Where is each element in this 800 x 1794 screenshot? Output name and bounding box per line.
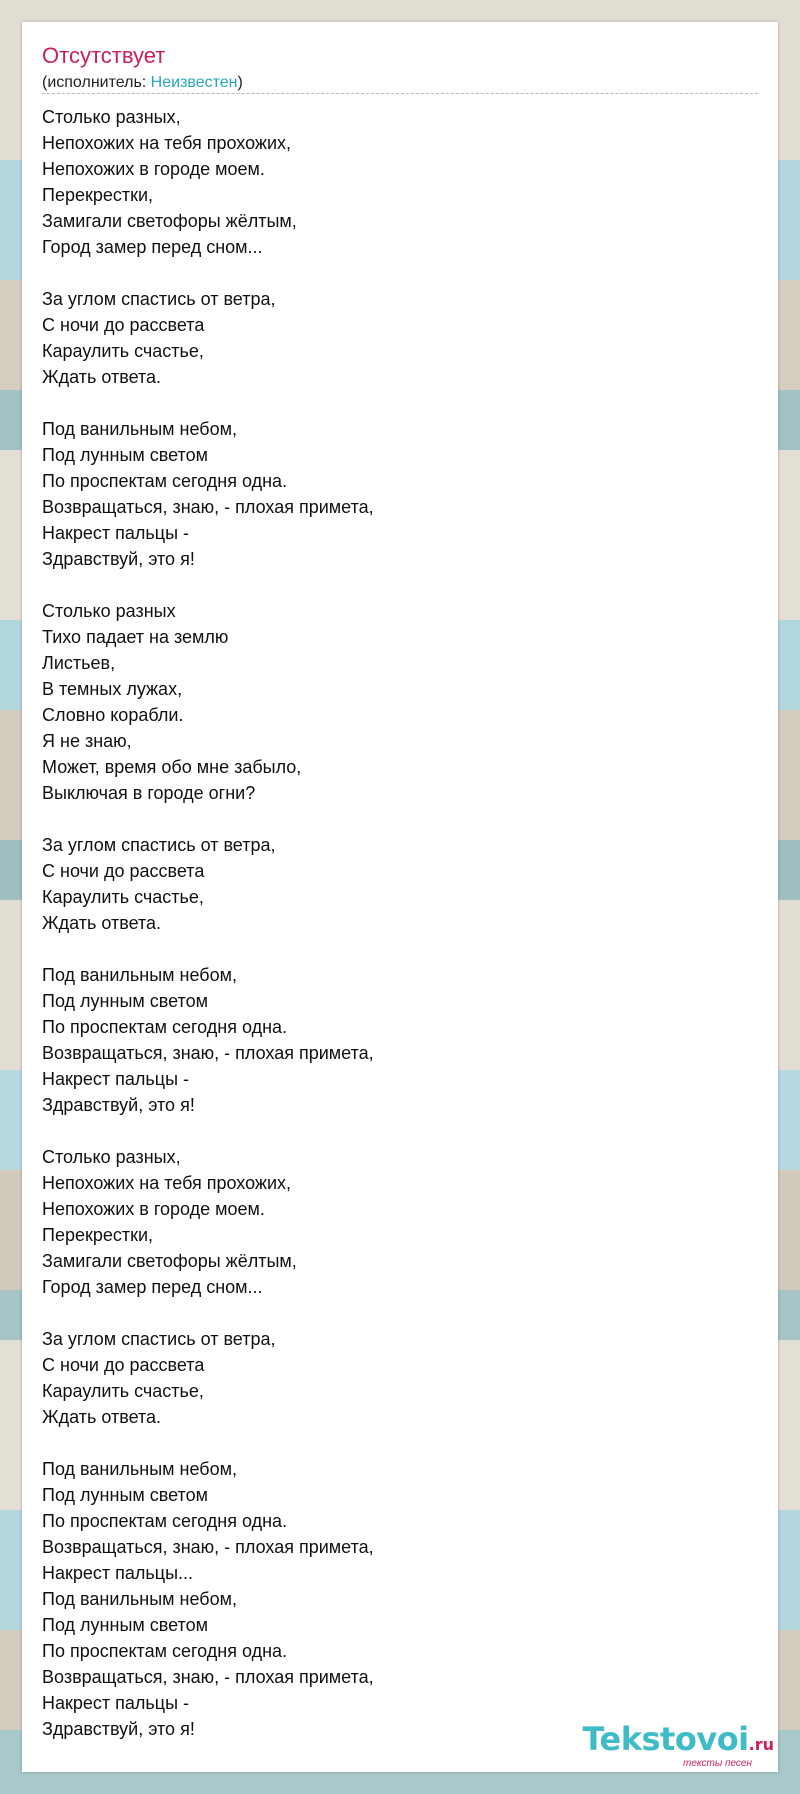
performer-line — [42, 73, 243, 93]
stanza-break — [42, 936, 762, 962]
performer-link[interactable]: Неизвестен — [150, 74, 238, 91]
logo-tagline: тексты песен — [683, 1758, 752, 1769]
lyric-line: Под лунным светом — [42, 1615, 208, 1635]
lyric-line: За углом спастись от ветра, — [42, 1329, 276, 1349]
lyric-line: Возвращаться, знаю, - плохая примета, — [42, 1667, 374, 1687]
lyric-line: Накрест пальцы... — [42, 1563, 194, 1583]
lyric-line: Непохожих в городе моем. — [42, 159, 265, 179]
lyric-line: Замигали светофоры жёлтым, — [42, 1251, 297, 1271]
lyric-line: Здравствуй, это я! — [42, 1095, 195, 1115]
lyric-line: Накрест пальцы - — [42, 1069, 190, 1089]
stanza-break — [42, 390, 762, 416]
lyric-line: Словно корабли. — [42, 705, 184, 725]
lyric-line: Непохожих в городе моем. — [42, 1199, 265, 1219]
logo-wordmark — [582, 1722, 774, 1762]
lyric-line: Накрест пальцы - — [42, 1693, 190, 1713]
lyrics-text — [42, 104, 762, 1742]
lyric-line: Под лунным светом — [42, 1485, 208, 1505]
lyric-line: С ночи до рассвета — [42, 861, 205, 881]
lyric-line: Ждать ответа. — [42, 1407, 162, 1427]
lyric-line: По проспектам сегодня одна. — [42, 471, 288, 491]
lyric-line: Перекрестки, — [42, 1225, 154, 1245]
lyric-line: Город замер перед сном... — [42, 1277, 263, 1297]
lyric-line: Листьев, — [42, 653, 116, 673]
lyric-line: По проспектам сегодня одна. — [42, 1641, 288, 1661]
song-title: Отсутствует — [42, 43, 166, 68]
lyrics-card — [22, 22, 778, 1772]
lyric-line: Выключая в городе огни? — [42, 783, 256, 803]
lyric-line: Под ванильным небом, — [42, 965, 238, 985]
stanza-break — [42, 260, 762, 286]
lyric-line: Здравствуй, это я! — [42, 549, 195, 569]
lyric-line: Караулить счастье, — [42, 341, 204, 361]
lyric-line: Непохожих на тебя прохожих, — [42, 1173, 292, 1193]
stanza-break — [42, 1430, 762, 1456]
stanza-break — [42, 1300, 762, 1326]
lyric-line: Под ванильным небом, — [42, 1459, 238, 1479]
lyric-line: Столько разных, — [42, 107, 181, 127]
lyric-line: Возвращаться, знаю, - плохая примета, — [42, 1537, 374, 1557]
lyric-line: Накрест пальцы - — [42, 523, 190, 543]
lyric-line: По проспектам сегодня одна. — [42, 1017, 288, 1037]
lyric-line: Караулить счастье, — [42, 1381, 204, 1401]
stanza-break — [42, 806, 762, 832]
lyric-line: С ночи до рассвета — [42, 315, 205, 335]
lyric-line: Я не знаю, — [42, 731, 132, 751]
lyric-line: Перекрестки, — [42, 185, 154, 205]
logo-name: Tekstovoi — [582, 1720, 749, 1758]
site-logo[interactable] — [582, 1722, 774, 1769]
lyric-line: Под лунным светом — [42, 991, 208, 1011]
lyric-line: Здравствуй, это я! — [42, 1719, 195, 1739]
lyric-line: За углом спастись от ветра, — [42, 289, 276, 309]
lyric-line: Ждать ответа. — [42, 367, 162, 387]
lyric-line: Столько разных, — [42, 1147, 181, 1167]
lyric-line: По проспектам сегодня одна. — [42, 1511, 288, 1531]
lyric-line: Под ванильным небом, — [42, 419, 238, 439]
performer-label: (исполнитель: — [42, 74, 151, 91]
lyric-line: Может, время обо мне забыло, — [42, 757, 302, 777]
lyric-line: Под ванильным небом, — [42, 1589, 238, 1609]
stanza-break — [42, 572, 762, 598]
title-divider — [42, 93, 758, 94]
lyric-line: Возвращаться, знаю, - плохая примета, — [42, 497, 374, 517]
lyric-line: Ждать ответа. — [42, 913, 162, 933]
lyric-line: В темных лужах, — [42, 679, 183, 699]
lyric-line: С ночи до рассвета — [42, 1355, 205, 1375]
lyric-line: Возвращаться, знаю, - плохая примета, — [42, 1043, 374, 1063]
lyric-line: Непохожих на тебя прохожих, — [42, 133, 292, 153]
lyric-line: Город замер перед сном... — [42, 237, 263, 257]
lyric-line: Тихо падает на землю — [42, 627, 229, 647]
lyric-line: Столько разных — [42, 601, 176, 621]
lyric-line: Под лунным светом — [42, 445, 208, 465]
lyric-line: Караулить счастье, — [42, 887, 204, 907]
logo-tld: .ru — [748, 1735, 774, 1754]
performer-close: ) — [237, 74, 243, 91]
lyric-line: Замигали светофоры жёлтым, — [42, 211, 297, 231]
lyric-line: За углом спастись от ветра, — [42, 835, 276, 855]
stanza-break — [42, 1118, 762, 1144]
